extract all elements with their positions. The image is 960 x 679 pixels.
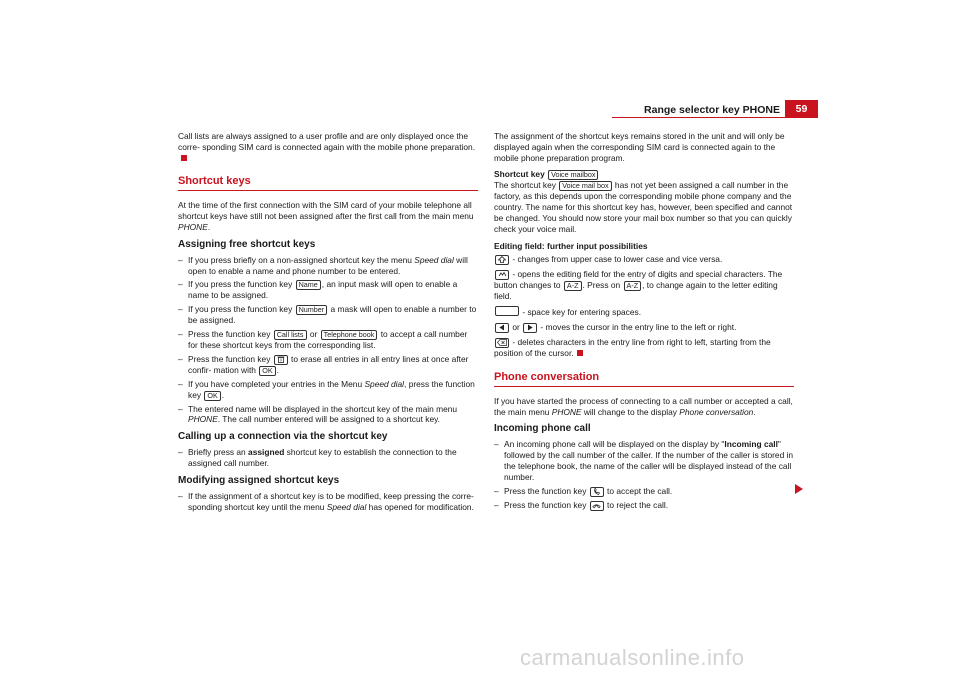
list-item-text: . [221, 389, 225, 400]
assigning-list [178, 255, 478, 425]
list-item-text: If the assignment of a shortcut key is to be modified, keep pressing the corre- sponding shortcut key until the menu [188, 490, 474, 512]
list-item-text: to reject the call. [604, 499, 669, 510]
list-item-text: has opened for modification. [366, 501, 474, 512]
ok-key: OK [204, 391, 220, 401]
list-item-text: If you press the function key [188, 304, 295, 315]
list-item-text: Press the function key [504, 499, 589, 510]
list-item-text: Briefly press an [188, 447, 249, 458]
list-item-text: Press the function key [188, 328, 273, 339]
list-item-text: to accept a call number for these shortcut keys from the corresponding list. [188, 328, 468, 350]
calling-heading: Calling up a connection via the shortcut key [178, 431, 388, 443]
list-item [494, 486, 794, 497]
list-item-text: The entered name will be displayed in the shortcut key of the main menu [188, 403, 458, 414]
shortcut-key-text-a: The shortcut key [494, 180, 559, 191]
a-z-key: A-Z [564, 281, 582, 291]
menu-speed-dial-ref: Speed dial [364, 378, 405, 389]
list-item-text: If you have completed your entries in the Menu [188, 378, 365, 389]
next-page-arrow-icon [795, 484, 803, 494]
list-item-text: . [276, 364, 279, 375]
incoming-call-bold: Incoming call [724, 439, 778, 450]
list-item [178, 354, 478, 376]
list-item [178, 404, 478, 426]
section-end-mark [577, 350, 583, 356]
list-item [178, 329, 478, 351]
edit-symbols-line [494, 269, 794, 302]
phone-conversation-intro [494, 396, 794, 418]
shortcut-keys-heading: Shortcut keys [178, 175, 478, 191]
edit-cursor-text: - moves the cursor in the entry line to the left or right. [538, 321, 737, 332]
menu-phone-ref: PHONE [188, 414, 218, 425]
ok-key: OK [259, 366, 275, 376]
edit-shift-text: - changes from upper case to lower case and vice versa. [510, 254, 723, 265]
edit-space-text: - space key for entering spaces. [520, 307, 642, 318]
section-end-mark [181, 155, 187, 161]
edit-delete-line [494, 337, 794, 359]
list-item [178, 279, 478, 301]
shortcut-keys-intro-a: At the time of the first connection with the SIM card of your mobile telephone all shortcut keys have still not been assigned after the first call from the main menu [178, 200, 474, 222]
arrow-left-icon [495, 323, 509, 333]
list-item [178, 255, 478, 277]
shortcut-key-text-b: has not yet been assigned a call number in the factory, as this depends upon the corresponding mobile phone company and the country. The name for this shortcut key has, however, been specified and cannot be changed. You should now store your mail box number so that you can quickly check your voice mail. [494, 180, 793, 234]
editing-heading: Editing field: further input possibilities [494, 240, 648, 251]
shortcut-keys-intro-b: . [207, 221, 211, 232]
list-item [494, 500, 794, 511]
list-item-text: to accept the call. [604, 485, 673, 496]
menu-phone-ref: PHONE [551, 406, 582, 417]
menu-phone-ref: PHONE [178, 221, 208, 232]
assignment-paragraph: The assignment of the shortcut keys remains stored in the unit and will only be displayed again when the corresponding SIM card is connected again to the mobile phone preparation program. [494, 131, 785, 163]
edit-space-line [494, 306, 794, 318]
name-key: Name [296, 280, 321, 290]
edit-symbols-text-c: , to change again to the letter editing field. [494, 280, 778, 302]
voice-mailbox-key: Voice mailbox [548, 170, 598, 180]
header-rule [612, 117, 818, 118]
modifying-heading: Modifying assigned shortcut keys [178, 474, 340, 486]
shortcut-key-label: Shortcut key [494, 169, 548, 180]
list-item [178, 447, 478, 469]
arrow-right-icon [523, 323, 537, 333]
list-item-text: , press the function key [188, 378, 475, 400]
shortcut-keys-intro [178, 200, 478, 232]
call-lists-note [178, 131, 478, 163]
modifying-list [178, 491, 478, 513]
list-item-text: Press the function key [188, 353, 273, 364]
list-item-text: or [307, 328, 320, 339]
incoming-list [494, 439, 794, 510]
assigned-bold: assigned [248, 447, 285, 458]
call-lists-note-text: Call lists are always assigned to a user profile and are only displayed once the corre- sponding SIM card is connected again with the mobile phone preparation. [178, 131, 476, 152]
symbols-icon [495, 270, 509, 280]
assigning-heading: Assigning free shortcut keys [178, 238, 316, 250]
list-item-text: Press the function key [504, 485, 589, 496]
backspace-icon [495, 338, 509, 348]
edit-cursor-line [494, 322, 794, 333]
list-item-text: a mask will open to enable a number to be assigned. [188, 304, 477, 326]
trash-icon [274, 355, 288, 365]
display-phone-conversation-ref: Phone conversation [679, 406, 754, 417]
list-item [178, 491, 478, 513]
reject-call-icon [590, 501, 604, 511]
incoming-call-heading: Incoming phone call [494, 423, 591, 435]
edit-cursor-or: or [510, 321, 523, 332]
a-z-key: A-Z [624, 281, 642, 291]
edit-symbols-text-b: . Press on [582, 280, 623, 291]
space-key-icon [495, 306, 519, 316]
list-item-text: If you press briefly on a non-assigned shortcut key the menu [188, 254, 415, 265]
edit-delete-text: - deletes characters in the entry line from right to left, starting from the position of the cursor. [494, 336, 771, 358]
menu-speed-dial-ref: Speed dial [326, 501, 367, 512]
page-number: 59 [785, 100, 818, 118]
list-item-text: , an input mask will open to enable a name to be assigned. [188, 279, 458, 301]
telephone-book-key: Telephone book [321, 330, 378, 340]
list-item-text: shortcut key to establish the connection to the assigned call number. [188, 447, 457, 468]
watermark: carmanualsonline.info [520, 645, 745, 670]
calling-list [178, 447, 478, 469]
edit-symbols-text-a: - opens the editing field for the entry of digits and special characters. The button changes to [494, 269, 783, 291]
call-lists-key: Call lists [274, 330, 307, 340]
shortcut-key-paragraph [494, 169, 794, 234]
left-column [178, 131, 478, 516]
page-header-title: Range selector key PHONE [644, 104, 780, 116]
shift-up-icon [495, 255, 509, 265]
list-item-text: will open to enable a name and phone number to be entered. [188, 254, 468, 276]
phone-conversation-heading: Phone conversation [494, 371, 794, 387]
list-item-text: An incoming phone call will be displayed on the display by " [504, 439, 725, 450]
list-item [178, 379, 478, 401]
list-item [494, 439, 794, 482]
right-column [494, 131, 794, 515]
phone-conversation-text-a: If you have started the process of connecting to a call number or accepted a call, the main menu [494, 395, 793, 417]
list-item-text: . The call number entered will be assigned to a shortcut key. [217, 414, 441, 425]
phone-conversation-text-c: . [753, 406, 756, 417]
list-item-text: to erase all entries in all entry lines at once after confir- mation with [188, 353, 469, 375]
phone-conversation-text-b: will change to the display [581, 406, 680, 417]
menu-speed-dial-ref: Speed dial [414, 254, 454, 265]
accept-call-icon [590, 487, 604, 497]
list-item [178, 304, 478, 326]
list-item-text: " followed by the call number of the caller. If the number of the caller is stored in the telephone book, the name of the caller will be displayed instead of the call number. [504, 439, 794, 482]
edit-shift-line [494, 254, 794, 265]
number-key: Number [296, 305, 328, 315]
list-item-text: If you press the function key [188, 279, 295, 290]
voice-mail-box-key: Voice mail box [559, 181, 611, 191]
